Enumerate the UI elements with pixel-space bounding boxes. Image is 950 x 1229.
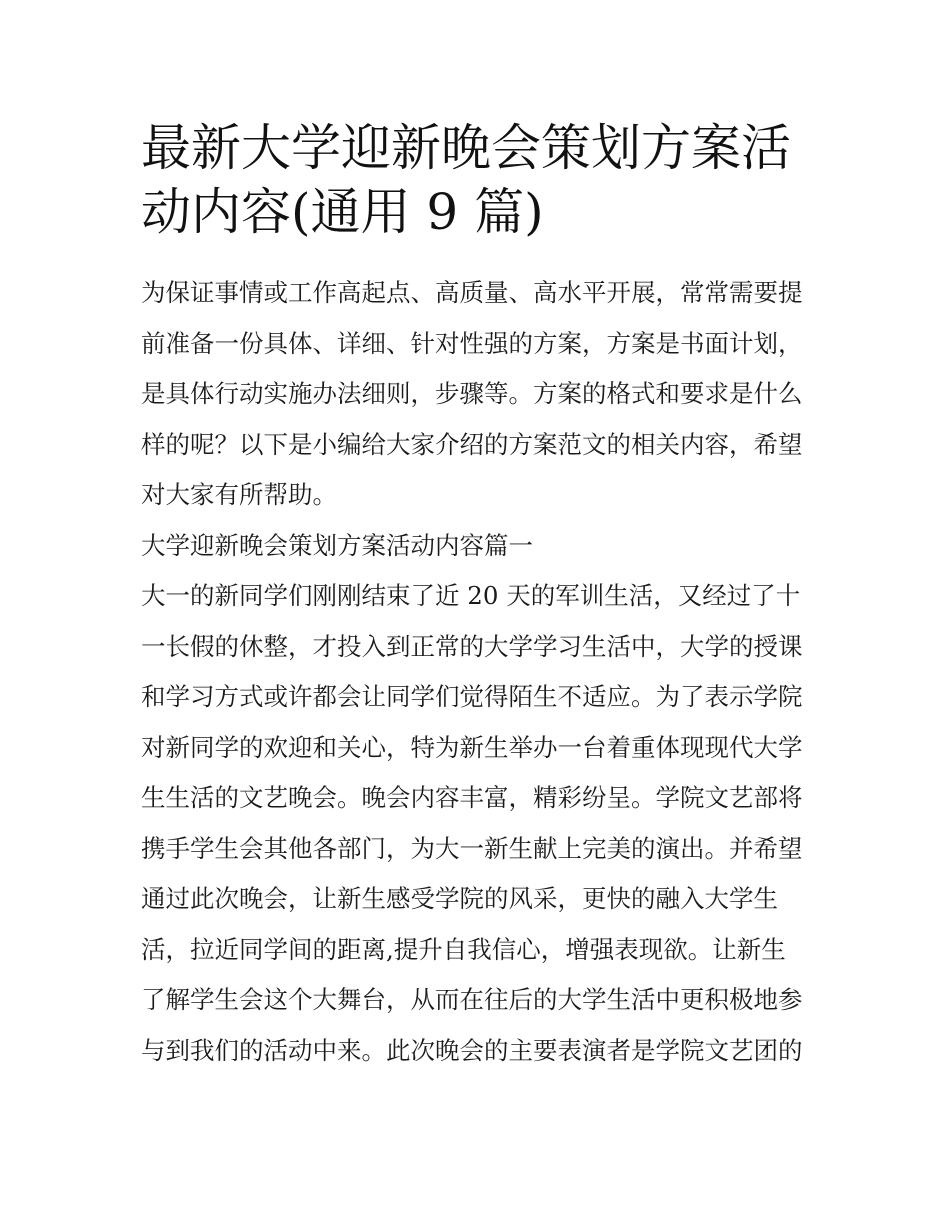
document-content bbox=[141, 116, 813, 1076]
title-line: 动内容(通用 9 篇) bbox=[141, 183, 544, 241]
intro-line: 是具体行动实施办法细则，步骤等。方案的格式和要求是什么 bbox=[141, 379, 803, 408]
intro-line: 为保证事情或工作高起点、高质量、高水平开展，常常需要提 bbox=[141, 278, 803, 307]
intro-line: 对大家有所帮助。 bbox=[141, 480, 337, 509]
body-line: 与到我们的活动中来。此次晚会的主要表演者是学院文艺团的 bbox=[141, 1035, 803, 1065]
body-line: 生生活的文艺晚会。晚会内容丰富，精彩纷呈。学院文艺部将 bbox=[141, 783, 803, 812]
body-line: 大一的新同学们刚刚结束了近 20 天的军训生活，又经过了十 bbox=[141, 581, 801, 610]
section-heading bbox=[141, 521, 813, 572]
section-heading-text: 大学迎新晚会策划方案活动内容篇一 bbox=[141, 530, 533, 560]
intro-paragraph bbox=[141, 268, 813, 521]
body-line: 活，拉近同学间的距离,提升自我信心，增强表现欲。让新生 bbox=[141, 934, 786, 964]
body-line: 通过此次晚会，让新生感受学院的风采，更快的融入大学生 bbox=[141, 884, 778, 913]
title-line: 最新大学迎新晚会策划方案活 bbox=[141, 119, 791, 177]
body-line: 和学习方式或许都会让同学们觉得陌生不适应。为了表示学院 bbox=[141, 682, 803, 711]
intro-line: 前准备一份具体、详细、针对性强的方案，方案是书面计划， bbox=[141, 328, 803, 358]
body-line: 一长假的休整，才投入到正常的大学学习生活中，大学的授课 bbox=[141, 631, 803, 661]
body-paragraph bbox=[141, 571, 813, 1076]
body-line: 了解学生会这个大舞台，从而在往后的大学生活中更积极地参 bbox=[141, 985, 803, 1014]
document-title bbox=[141, 116, 813, 244]
intro-line: 样的呢？以下是小编给大家介绍的方案范文的相关内容，希望 bbox=[141, 429, 803, 459]
body-line: 对新同学的欢迎和关心，特为新生举办一台着重体现现代大学 bbox=[141, 732, 803, 762]
body-line: 携手学生会其他各部门，为大一新生献上完美的演出。并希望 bbox=[141, 833, 803, 863]
